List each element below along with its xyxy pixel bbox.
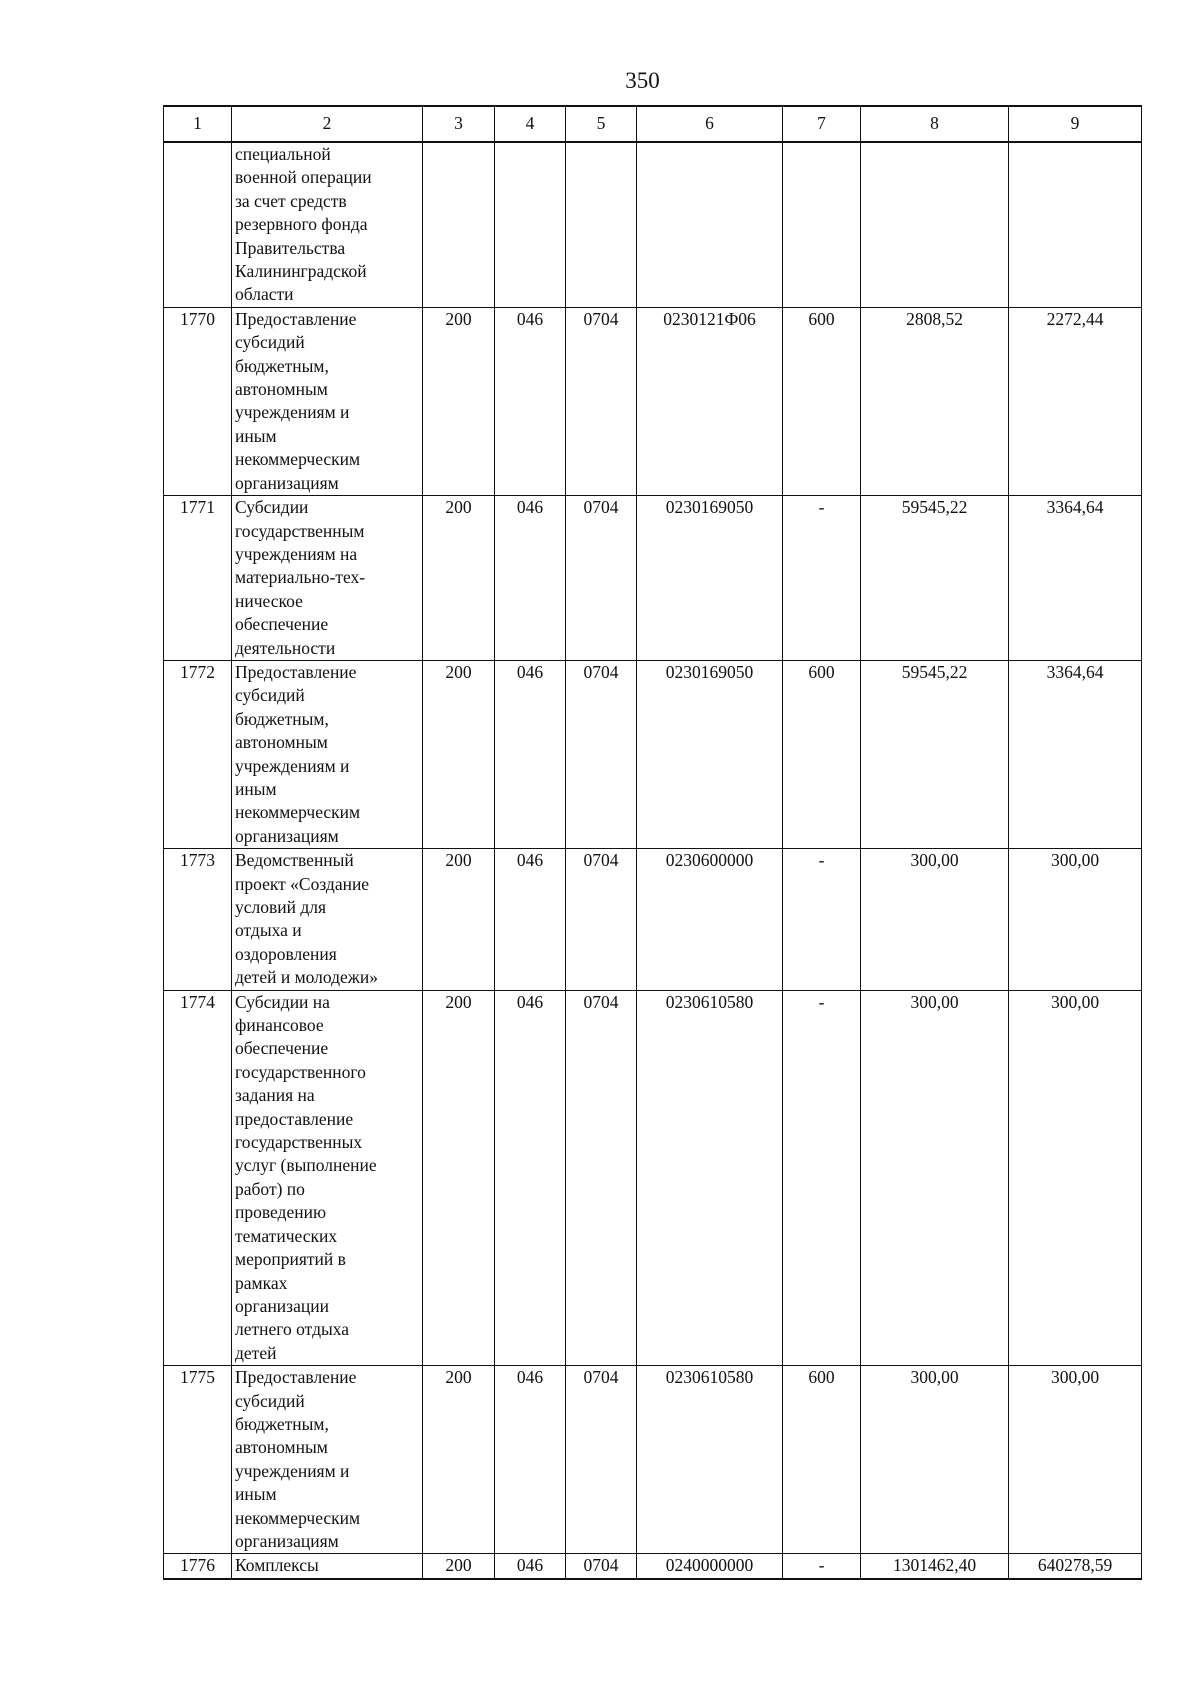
target-code-cell: 0230600000: [637, 849, 783, 990]
code-cell-3: 200: [423, 496, 495, 661]
row-number-cell: 1773: [164, 849, 232, 990]
target-code-cell: 0230610580: [637, 1366, 783, 1554]
name-line: субсидий: [235, 332, 305, 353]
name-line: ническое: [235, 590, 303, 611]
name-line: финансовое: [235, 1015, 324, 1036]
name-line: Субсидии на: [235, 991, 330, 1012]
expense-type-cell: -: [783, 1554, 861, 1579]
name-line: Ведомственный: [235, 850, 354, 871]
item-name-cell: [232, 142, 423, 307]
code-cell-4: 046: [495, 660, 566, 848]
name-line: обеспечение: [235, 1038, 329, 1059]
item-name-cell: [232, 849, 423, 990]
amount-cell-9: 640278,59: [1009, 1554, 1142, 1579]
code-cell-4: [495, 142, 566, 307]
row-number-cell: 1771: [164, 496, 232, 661]
header-cell: 1: [164, 106, 232, 142]
code-cell-5: 0704: [566, 496, 637, 661]
row-number-cell: [164, 142, 232, 307]
row-number-cell: 1774: [164, 990, 232, 1366]
table-row: [164, 142, 1142, 307]
name-line: обеспечение: [235, 614, 329, 635]
name-line: предоставление: [235, 1108, 354, 1129]
header-cell: 6: [637, 106, 783, 142]
amount-cell-8: 59545,22: [861, 660, 1009, 848]
name-line: автономным: [235, 379, 328, 400]
code-cell-5: 0704: [566, 660, 637, 848]
header-cell: 7: [783, 106, 861, 142]
target-code-cell: [637, 142, 783, 307]
name-line: учреждениям и: [235, 1460, 350, 1481]
expense-type-cell: 600: [783, 660, 861, 848]
name-line: тематических: [235, 1225, 338, 1246]
name-line: Предоставление: [235, 1367, 357, 1388]
code-cell-4: 046: [495, 990, 566, 1366]
expense-type-cell: 600: [783, 307, 861, 495]
name-line: военной операции: [235, 167, 372, 188]
code-cell-5: 0704: [566, 990, 637, 1366]
header-cell: 9: [1009, 106, 1142, 142]
name-line: иным: [235, 1484, 277, 1505]
name-line: Комплексы: [235, 1555, 319, 1576]
row-number-cell: 1775: [164, 1366, 232, 1554]
item-name-cell: [232, 990, 423, 1366]
header-cell: 5: [566, 106, 637, 142]
item-name-cell: [232, 307, 423, 495]
name-line: бюджетным,: [235, 1413, 329, 1434]
code-cell-5: 0704: [566, 1554, 637, 1579]
code-cell-4: 046: [495, 1554, 566, 1579]
amount-cell-9: [1009, 142, 1142, 307]
name-line: оздоровления: [235, 943, 337, 964]
code-cell-5: 0704: [566, 307, 637, 495]
name-line: рамках: [235, 1272, 288, 1293]
name-line: услуг (выполнение: [235, 1155, 377, 1176]
table-row: [164, 1554, 1142, 1579]
name-line: организациям: [235, 472, 339, 493]
amount-cell-9: 3364,64: [1009, 496, 1142, 661]
item-name-cell: [232, 660, 423, 848]
name-line: субсидий: [235, 1390, 305, 1411]
name-line: организации: [235, 1295, 329, 1316]
code-cell-3: 200: [423, 1366, 495, 1554]
name-line: деятельности: [235, 637, 336, 658]
table-row: [164, 660, 1142, 848]
target-code-cell: 0230169050: [637, 660, 783, 848]
code-cell-3: 200: [423, 1554, 495, 1579]
item-name-cell: [232, 496, 423, 661]
name-line: мероприятий в: [235, 1249, 346, 1270]
name-line: за счет средств: [235, 190, 347, 211]
expense-type-cell: -: [783, 496, 861, 661]
amount-cell-8: 59545,22: [861, 496, 1009, 661]
name-line: автономным: [235, 732, 328, 753]
name-line: отдыха и: [235, 920, 302, 941]
name-line: государственных: [235, 1132, 363, 1153]
name-line: организациям: [235, 1530, 339, 1551]
name-line: детей и молодежи»: [235, 967, 379, 988]
name-line: Предоставление: [235, 661, 357, 682]
table-row: [164, 849, 1142, 990]
code-cell-4: 046: [495, 1366, 566, 1554]
target-code-cell: 0230610580: [637, 990, 783, 1366]
name-line: организациям: [235, 825, 339, 846]
name-line: специальной: [235, 144, 331, 164]
name-line: Калининградской: [235, 261, 367, 282]
name-line: учреждениям и: [235, 755, 350, 776]
row-number-cell: 1772: [164, 660, 232, 848]
name-line: субсидий: [235, 685, 305, 706]
target-code-cell: 0240000000: [637, 1554, 783, 1579]
name-line: учреждениям на: [235, 543, 358, 564]
header-cell: 3: [423, 106, 495, 142]
name-line: проведению: [235, 1202, 327, 1223]
name-line: иным: [235, 425, 277, 446]
amount-cell-8: 300,00: [861, 849, 1009, 990]
header-cell: 4: [495, 106, 566, 142]
code-cell-5: 0704: [566, 849, 637, 990]
code-cell-4: 046: [495, 496, 566, 661]
name-line: резервного фонда: [235, 214, 368, 235]
amount-cell-8: 300,00: [861, 1366, 1009, 1554]
table-row: [164, 1366, 1142, 1554]
name-line: государственного: [235, 1061, 366, 1082]
name-line: бюджетным,: [235, 355, 329, 376]
name-line: работ) по: [235, 1178, 305, 1199]
table-row: [164, 990, 1142, 1366]
amount-cell-9: 300,00: [1009, 849, 1142, 990]
item-name-cell: [232, 1554, 423, 1579]
amount-cell-8: 300,00: [861, 990, 1009, 1366]
row-number-cell: 1776: [164, 1554, 232, 1579]
budget-table: [163, 105, 1142, 1580]
table-body: [164, 142, 1142, 1579]
row-number-cell: 1770: [164, 307, 232, 495]
name-line: государственным: [235, 520, 365, 541]
name-line: Правительства: [235, 237, 346, 258]
name-line: учреждениям и: [235, 402, 350, 423]
name-line: условий для: [235, 897, 327, 917]
code-cell-5: [566, 142, 637, 307]
code-cell-3: [423, 142, 495, 307]
expense-type-cell: -: [783, 990, 861, 1366]
expense-type-cell: 600: [783, 1366, 861, 1554]
code-cell-5: 0704: [566, 1366, 637, 1554]
table-header: [164, 106, 1142, 142]
code-cell-3: 200: [423, 307, 495, 495]
name-line: некоммерческим: [235, 449, 361, 470]
amount-cell-8: [861, 142, 1009, 307]
amount-cell-9: 300,00: [1009, 990, 1142, 1366]
header-cell: 2: [232, 106, 423, 142]
name-line: иным: [235, 778, 277, 799]
code-cell-4: 046: [495, 849, 566, 990]
amount-cell-9: 3364,64: [1009, 660, 1142, 848]
target-code-cell: 0230169050: [637, 496, 783, 661]
page-number: 350: [625, 68, 660, 93]
name-line: некоммерческим: [235, 1507, 361, 1528]
name-line: Субсидии: [235, 497, 309, 518]
table-row: [164, 496, 1142, 661]
code-cell-3: 200: [423, 849, 495, 990]
amount-cell-9: 300,00: [1009, 1366, 1142, 1554]
target-code-cell: 0230121Ф06: [637, 307, 783, 495]
table-row: [164, 307, 1142, 495]
name-line: материально-тех-: [235, 567, 366, 588]
name-line: задания на: [235, 1085, 315, 1106]
name-line: детей: [235, 1342, 277, 1363]
amount-cell-8: 2808,52: [861, 307, 1009, 495]
amount-cell-8: 1301462,40: [861, 1554, 1009, 1579]
item-name-cell: [232, 1366, 423, 1554]
code-cell-4: 046: [495, 307, 566, 495]
name-line: некоммерческим: [235, 802, 361, 823]
header-cell: 8: [861, 106, 1009, 142]
expense-type-cell: -: [783, 849, 861, 990]
code-cell-3: 200: [423, 990, 495, 1366]
name-line: проект «Создание: [235, 873, 370, 894]
expense-type-cell: [783, 142, 861, 307]
name-line: области: [235, 284, 294, 305]
amount-cell-9: 2272,44: [1009, 307, 1142, 495]
header-row: [164, 106, 1142, 142]
name-line: летнего отдыха: [235, 1319, 350, 1340]
code-cell-3: 200: [423, 660, 495, 848]
name-line: Предоставление: [235, 308, 357, 329]
name-line: бюджетным,: [235, 708, 329, 729]
name-line: автономным: [235, 1437, 328, 1458]
